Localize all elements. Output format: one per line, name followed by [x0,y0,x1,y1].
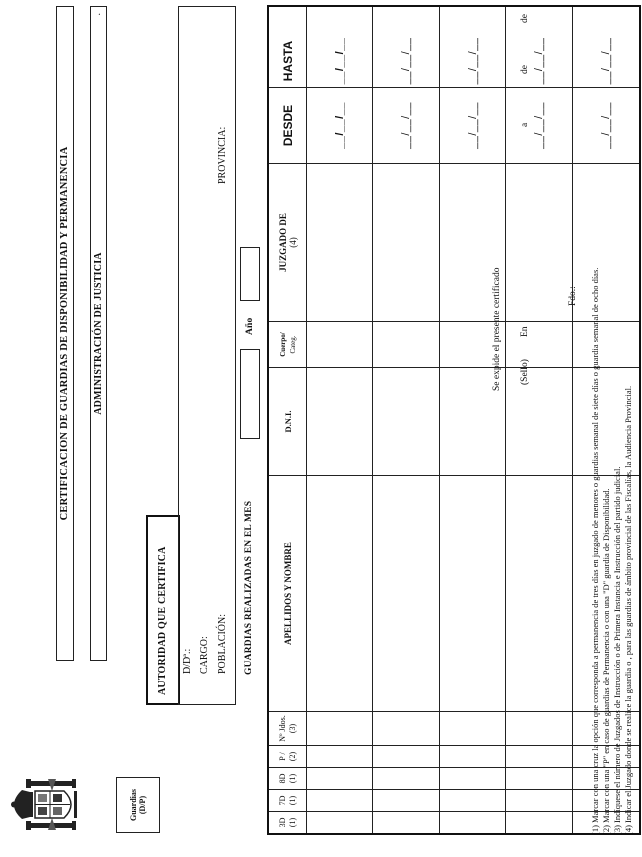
column-label: 3D [277,817,287,828]
column-header-3d [269,811,306,833]
column-label: HASTA [280,40,295,82]
a-text: a [520,122,530,127]
column-header-8d [269,767,306,789]
table-cell-7d[interactable] [373,789,438,811]
date-placeholder: __/__/__ [466,102,479,149]
de1-text: de [520,65,530,74]
expide-text: Se expide el presente certificado [492,267,502,391]
column-header-dni [269,367,306,475]
table-header [269,7,307,833]
mes-input[interactable] [240,349,260,439]
table-cell-juzgado[interactable] [506,163,571,321]
anio-input[interactable] [240,247,260,301]
column-note: (2) [287,751,297,762]
column-note: (4) [287,237,298,248]
authority-box [178,6,236,705]
table-cell-dni[interactable] [506,367,571,475]
date-placeholder: __/__/__ [533,37,546,85]
column-header-cuerpo [269,321,306,367]
table-cell-hasta[interactable] [307,35,372,87]
table-cell-7d[interactable] [506,789,571,811]
footnotes [590,5,634,835]
date-placeholder: __/__/__ [334,37,346,85]
sello-text: (Sello) [520,359,530,385]
admin-title: ADMINISTRACIÓN DE JUSTICIA [93,252,104,415]
table-cell-nombre[interactable] [307,475,372,711]
column-header-hasta [269,35,306,87]
cargo-label: CARGO: [199,636,210,674]
table-row [307,7,373,833]
footnote-4: (4) Indicar el Juzgado donde se realice la guardia o , para las guardias de ámbito provincial de las Fiscalías, la Audiencia Provincial. [623,385,633,835]
table-cell-3d[interactable] [506,811,571,833]
column-header-7d [269,789,306,811]
table-cell-dni[interactable] [373,367,438,475]
table-cell-nombre[interactable] [440,475,505,711]
table-cell-dni[interactable] [307,367,372,475]
column-header-p [269,745,306,767]
provincia-label: PROVINCIA: [217,126,228,184]
table-cell-desde[interactable] [373,87,438,163]
table-cell-hasta[interactable] [440,35,505,87]
table-cell-3d[interactable] [307,811,372,833]
date-placeholder: __/__/__ [599,37,612,85]
table-cell-desde[interactable] [506,87,571,163]
column-note: (3) [287,723,297,734]
column-header-juzgado [269,163,306,321]
main-title: CERTIFICACION DE GUARDIAS DE DISPONIBILIDAD Y PERMANENCIA [59,146,70,521]
column-note: (1) [287,773,297,784]
table-cell-cuerpo[interactable] [373,321,438,367]
de2-text: de [520,14,530,23]
column-label: JUZGADO DE [277,213,288,272]
table-cell-nombre[interactable] [373,475,438,711]
table-cell-desde[interactable] [440,87,505,163]
admin-dot: . [92,13,103,16]
table-cell-juzgado[interactable] [307,163,372,321]
column-note: (1) [287,795,297,806]
table-cell-n[interactable] [373,711,438,745]
table-cell-hasta[interactable] [373,35,438,87]
authority-heading: AUTORIDAD QUE CERTIFICA [157,546,168,695]
table-cell-desde[interactable] [307,87,372,163]
guardias-title: Guardias [129,789,138,822]
column-note: (1) [287,817,297,828]
table-cell-cuerpo[interactable] [307,321,372,367]
poblacion-label: POBLACIÓN: [217,613,228,674]
column-label: D.N.I. [282,410,293,433]
table-cell-8d[interactable] [373,767,438,789]
date-placeholder: __/__/__ [533,102,546,149]
table-cell-cuerpo[interactable] [506,321,571,367]
main-title-box [56,6,74,661]
table-row [373,7,439,833]
column-label: Nº Jdos. [277,715,287,742]
fdo-text: Fdo.: [568,286,578,306]
column-label: APELLIDOS Y NOMBRE [282,542,293,645]
column-label: DESDE [280,104,295,147]
don-label: D/Dª.: [182,648,193,674]
table-cell-8d[interactable] [506,767,571,789]
footnote-1: (1) Marcar con una cruz la opción que corresponda a permanencia de tres días en juzgado de menores o guardias semanal de siete días o guardia semanal de ocho días. [590,267,600,835]
table-cell-p[interactable] [440,745,505,767]
admin-title-box [90,6,107,661]
date-placeholder: __/__/__ [599,102,612,149]
column-note: Categ. [288,335,297,354]
table-cell-juzgado[interactable] [373,163,438,321]
table-cell-7d[interactable] [440,789,505,811]
table-cell-3d[interactable] [373,811,438,833]
table-cell-n[interactable] [440,711,505,745]
footnote-2: (2) Marcar con una "P" en caso de guardias de Permanencia o con una "D" guardia de Disponibilidad. [601,488,611,835]
mes-label: GUARDIAS REALIZADAS EN EL MES [244,500,254,675]
date-placeholder: __/__/__ [334,102,346,149]
table-cell-n[interactable] [506,711,571,745]
table-cell-nombre[interactable] [506,475,571,711]
table-cell-p[interactable] [506,745,571,767]
footnote-3: (3) Indíquese el número de Juzgados de Instrucción o de Primera Instancia e Instrucción del partido judicial. [612,466,622,835]
en-text: En [520,326,530,337]
table-cell-8d[interactable] [440,767,505,789]
table-row [506,7,572,833]
guardias-subtitle: (D/P) [138,795,147,815]
guardias-type-box[interactable] [116,777,160,833]
authority-heading-box [146,515,180,705]
column-label: 8D [277,773,287,784]
guardias-table [267,5,641,835]
column-header-n [269,711,306,745]
table-row [440,7,506,833]
date-placeholder: __/__/__ [466,37,479,85]
column-header-desde [269,87,306,163]
table-cell-hasta[interactable] [506,35,571,87]
table-cell-7d[interactable] [307,789,372,811]
date-placeholder: __/__/__ [400,37,413,85]
date-placeholder: __/__/__ [400,102,413,149]
table-cell-n[interactable] [307,711,372,745]
column-label: Cuerpo/ [278,332,287,357]
table-cell-8d[interactable] [307,767,372,789]
column-label: 7D [277,795,287,806]
table-cell-p[interactable] [307,745,372,767]
column-label: P / [277,752,287,761]
table-cell-3d[interactable] [440,811,505,833]
anio-label: Año [245,317,255,335]
column-header-nombre [269,475,306,711]
coat-of-arms-emblem [8,777,98,832]
table-cell-p[interactable] [373,745,438,767]
